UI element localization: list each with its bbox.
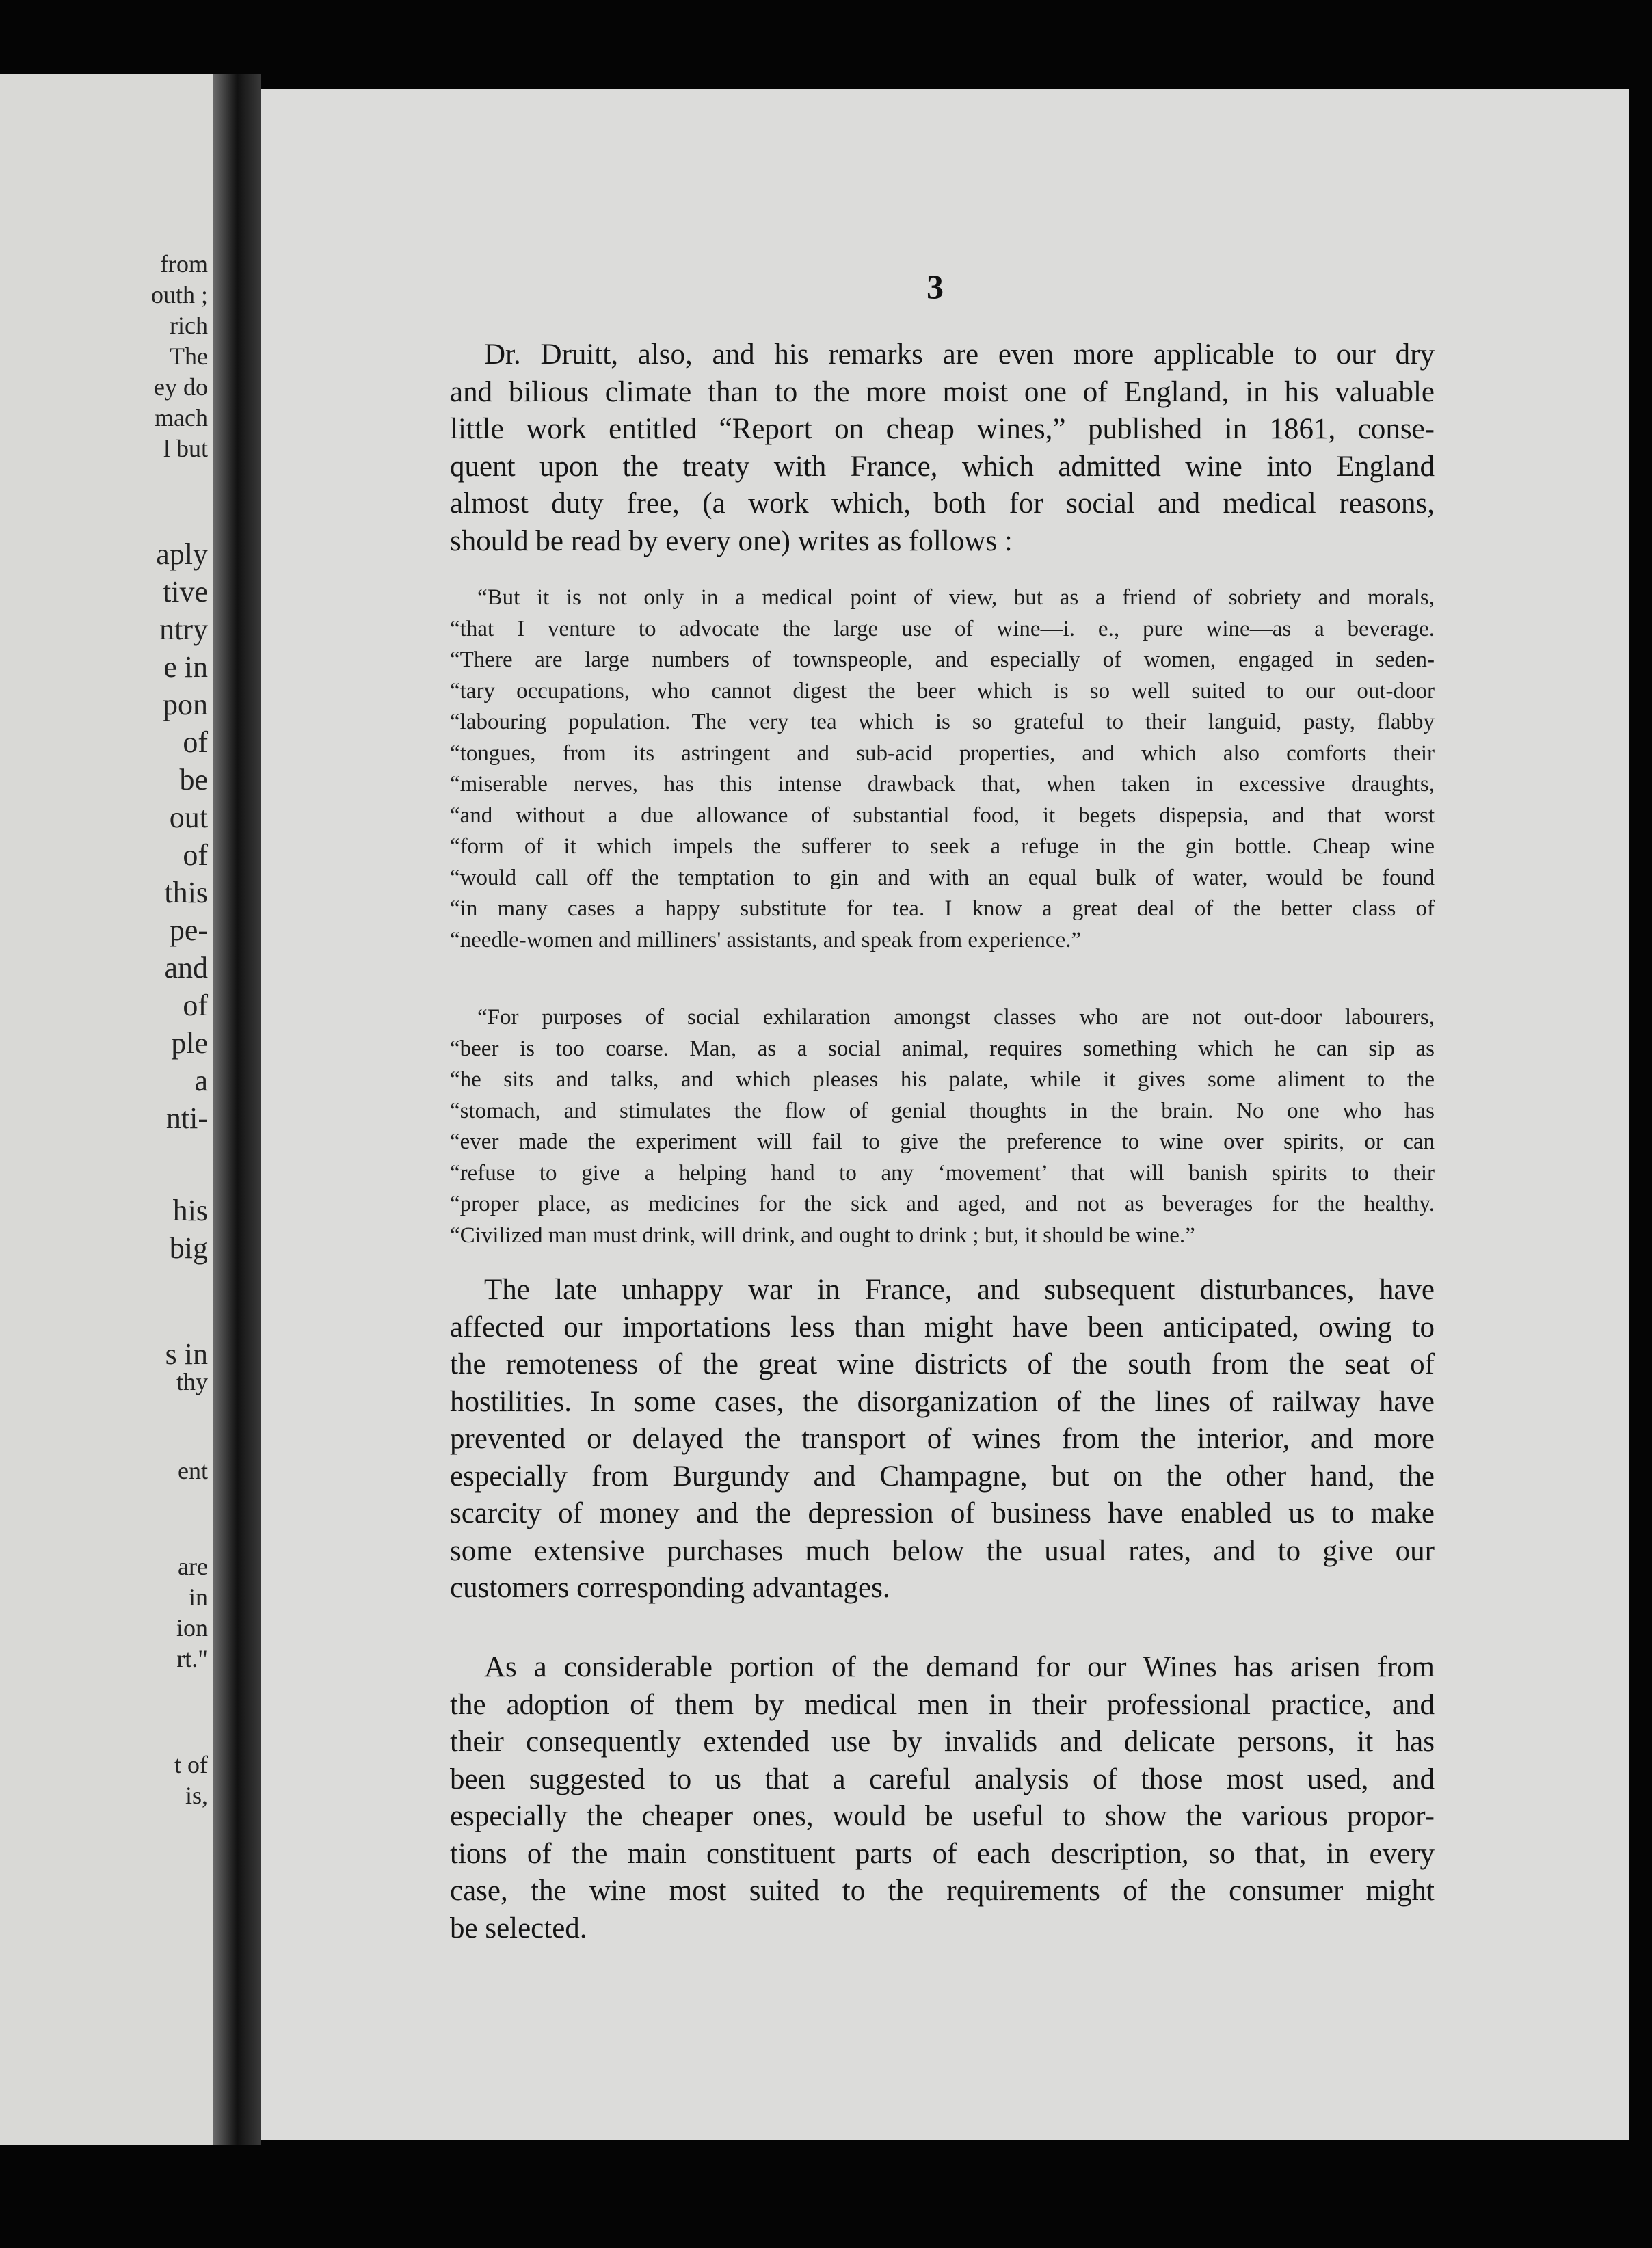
text-line: “stomach, and stimulates the flow of genial thoughts in the brain. No one who has — [450, 1098, 1435, 1123]
text-line: “refuse to give a helping hand to any ‘movement’ that will banish spirits to their — [450, 1160, 1435, 1186]
text-line: “miserable nerves, has this intense drawback that, when taken in excessive draughts, — [450, 772, 1435, 797]
text-line: The late unhappy war in France, and subsequent disturbances, have — [484, 1274, 1435, 1306]
text-line: should be read by every one) writes as follows : — [450, 524, 1013, 557]
quote-social-exhilaration — [450, 1002, 1435, 1251]
text-line: “beer is too coarse. Man, as a social animal, requires something which he can sip as — [450, 1036, 1435, 1061]
text-line: “form of it which impels the sufferer to seek a refuge in the gin bottle. Cheap wine — [450, 834, 1435, 859]
left-page-text-fragment: this — [164, 876, 208, 909]
left-page-text-fragment: be — [179, 763, 208, 797]
text-line: especially the cheaper ones, would be useful to show the various propor- — [450, 1800, 1435, 1832]
left-page-fragment — [0, 74, 213, 2145]
text-line: hostilities. In some cases, the disorganization of the lines of railway have — [450, 1385, 1435, 1418]
text-line: prevented or delayed the transport of wines from the interior, and more — [450, 1423, 1435, 1455]
paragraph-druitt-intro — [450, 336, 1435, 560]
left-page-text-fragment: from — [160, 250, 208, 278]
left-page-text-fragment: rich — [170, 312, 208, 339]
text-line: “Civilized man must drink, will drink, and ought to drink ; but, it should be wine.” — [450, 1222, 1195, 1248]
left-page-text-fragment: pon — [163, 688, 208, 721]
left-page-text-fragment: big — [169, 1231, 208, 1265]
left-page-text-fragment: are — [178, 1553, 208, 1580]
text-line: their consequently extended use by invalids and delicate persons, it has — [450, 1726, 1435, 1758]
left-page-text-fragment: ey do — [154, 373, 208, 401]
text-line: “needle-women and milliners' assistants, and speak from experience.” — [450, 927, 1082, 952]
text-line: “in many cases a happy substitute for tea. I know a great deal of the better class of — [450, 896, 1435, 921]
text-line: scarcity of money and the depression of business have enabled us to make — [450, 1497, 1435, 1529]
text-line: especially from Burgundy and Champagne, but on the other hand, the — [450, 1460, 1435, 1493]
text-line: “There are large numbers of townspeople, and especially of women, engaged in seden- — [450, 647, 1435, 672]
text-line: “For purposes of social exhilaration amongst classes who are not out-door labourers, — [477, 1005, 1435, 1030]
text-line: the remoteness of the great wine districts of the south from the seat of — [450, 1348, 1435, 1380]
text-line: customers corresponding advantages. — [450, 1572, 890, 1604]
left-page-text-fragment: ion — [176, 1614, 208, 1642]
left-page-text-fragment: ple — [171, 1026, 208, 1060]
left-page-text-fragment: pe- — [169, 913, 208, 947]
left-page-text-fragment: his — [172, 1194, 208, 1227]
book-spine — [213, 74, 261, 2145]
left-page-text-fragment: of — [183, 838, 208, 872]
paragraph-wine-analysis — [450, 1649, 1435, 1947]
text-line: “that I venture to advocate the large use of wine—i. e., pure wine—as a beverage. — [450, 616, 1435, 641]
text-line: little work entitled “Report on cheap wines,” published in 1861, conse- — [450, 413, 1435, 445]
text-line: “tongues, from its astringent and sub-acid properties, and which also comforts their — [450, 740, 1435, 766]
left-page-text-fragment: thy — [176, 1368, 208, 1395]
left-page-text-fragment: is, — [185, 1782, 208, 1809]
page-number: 3 — [927, 267, 944, 306]
text-line: “labouring population. The very tea which is so grateful to their languid, pasty, flabby — [450, 710, 1435, 734]
left-page-text-fragment: rt." — [176, 1645, 208, 1672]
text-line: almost duty free, (a work which, both for social and medical reasons, — [450, 487, 1435, 520]
left-page-text-fragment: out — [169, 801, 208, 834]
text-line: Dr. Druitt, also, and his remarks are even more applicable to our dry — [484, 338, 1435, 371]
text-line: tions of the main constituent parts of each description, so that, in every — [450, 1837, 1435, 1870]
left-page-text-fragment: of — [183, 725, 208, 759]
left-page-text-fragment: nti- — [165, 1101, 208, 1135]
left-page-text-fragment: mach — [155, 404, 208, 431]
text-line: case, the wine most suited to the requirements of the consumer might — [450, 1875, 1435, 1907]
text-line: the adoption of them by medical men in their professional practice, and — [450, 1688, 1435, 1721]
left-page-text-fragment: tive — [163, 575, 208, 608]
left-page-text-fragment: in — [188, 1583, 208, 1611]
text-line: be selected. — [450, 1912, 587, 1944]
left-page-text-fragment: and — [164, 951, 208, 985]
left-page-text-fragment: a — [194, 1064, 208, 1097]
left-page-text-fragment: aply — [156, 537, 208, 571]
text-line: and bilious climate than to the more moist one of England, in his valuable — [450, 375, 1435, 408]
text-line: “he sits and talks, and which pleases his palate, while it gives some aliment to the — [450, 1067, 1435, 1092]
text-line: been suggested to us that a careful analysis of those most used, and — [450, 1763, 1435, 1795]
left-page-text-fragment: t of — [174, 1751, 208, 1778]
text-line: “proper place, as medicines for the sick and aged, and not as beverages for the healthy. — [450, 1192, 1435, 1216]
left-page-text-fragment: ntry — [159, 613, 208, 646]
text-line: some extensive purchases much below the usual rates, and to give our — [450, 1534, 1435, 1567]
left-page-text-fragment: ent — [178, 1457, 208, 1484]
left-page-text-fragment: of — [183, 989, 208, 1022]
text-line: affected our importations less than might have been anticipated, owing to — [450, 1311, 1435, 1343]
left-page-text-fragment: l but — [163, 435, 208, 462]
left-page-text-fragment: s in — [165, 1337, 208, 1371]
left-page-text-fragment: outh ; — [150, 281, 208, 308]
text-line: “would call off the temptation to gin and with an equal bulk of water, would be found — [450, 865, 1435, 890]
text-line: As a considerable portion of the demand for our Wines has arisen from — [484, 1651, 1435, 1683]
text-line: “tary occupations, who cannot digest the beer which is so well suited to our out-door — [450, 678, 1435, 704]
text-line: “and without a due allowance of substantial food, it begets dispepsia, and that worst — [450, 803, 1435, 828]
text-line: “ever made the experiment will fail to give the preference to wine over spirits, or can — [450, 1129, 1435, 1154]
paragraph-war-in-france — [450, 1272, 1435, 1607]
quote-sobriety — [450, 583, 1435, 956]
text-line: “But it is not only in a medical point of view, but as a friend of sobriety and morals, — [477, 585, 1435, 610]
text-line: quent upon the treaty with France, which admitted wine into England — [450, 450, 1435, 483]
left-page-text-fragment: The — [170, 343, 208, 370]
left-page-text-fragment: e in — [163, 650, 208, 684]
